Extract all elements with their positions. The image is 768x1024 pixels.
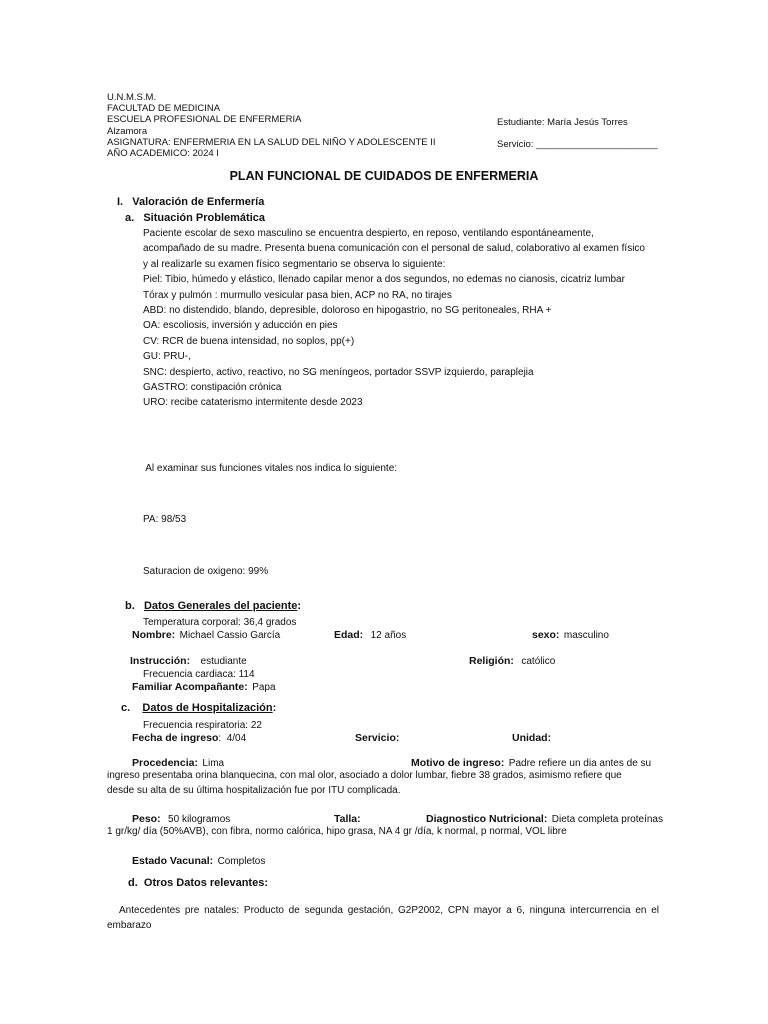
vitals-line: Al examinar sus funciones vitales nos indica lo siguiente: (143, 463, 398, 474)
situation-text (143, 226, 645, 411)
religion-value: católico (521, 656, 556, 667)
page-title: PLAN FUNCIONAL DE CUIDADOS DE ENFERMERIA (229, 169, 539, 183)
field-diagnostico (426, 809, 663, 827)
situation-line: ABD: no distendido, blando, depresible, doloroso en hipogastrio, no SG peritoneales, RHA + (143, 305, 552, 317)
diagnostico-continuation: 1 gr/kg/ día (50%AVB), con fibra, normo calórica, hipo grasa, NA 4 gr /día, k normal, p normal, VOL libre (107, 826, 567, 837)
instruccion-value: estudiante (200, 656, 247, 667)
servicio-label: Servicio: (355, 732, 400, 744)
fecha-value: : 4/04 (218, 733, 247, 744)
section-heading-hospitalizacion (121, 702, 276, 714)
familiar-label: Familiar Acompañante: (132, 681, 248, 693)
motivo-label: Motivo de ingreso: (411, 757, 505, 769)
vacunal-value: Completos (217, 856, 266, 867)
field-talla (334, 809, 361, 827)
sexo-value: masculino (563, 630, 609, 641)
field-familiar (132, 677, 276, 695)
field-instruccion (130, 651, 247, 669)
familiar-value: Papa (252, 682, 276, 693)
section-colon: : (272, 702, 277, 714)
edad-label: Edad: (334, 629, 364, 641)
peso-value: 50 kilogramos (168, 814, 231, 825)
motivo-value: Padre refiere un dia antes de su (508, 758, 652, 769)
motivo-line: ingreso presentaba orina blanquecina, con mal olor, asociado a dolor lumbar, fiebre 38 grados, asimismo refiere que (107, 770, 622, 781)
motivo-continuation (107, 768, 622, 799)
field-peso (132, 809, 230, 827)
situation-line: OA: escoliosis, inversión y aducción en pies (143, 320, 338, 332)
sexo-label: sexo: (532, 629, 560, 641)
field-nombre (132, 625, 280, 643)
field-servicio (355, 728, 399, 746)
header-line-year: AÑO ACADEMICO: 2024 I (107, 148, 219, 160)
section-letter: b. (125, 600, 135, 612)
subheading-situacion: a. Situación Problemática (125, 212, 265, 224)
religion-label: Religión: (469, 655, 514, 667)
field-edad (334, 625, 406, 643)
service-field: Servicio: _______________________ (497, 139, 658, 150)
field-sexo (532, 625, 609, 643)
unidad-label: Unidad: (512, 732, 552, 744)
procedencia-label: Procedencia: (132, 757, 198, 769)
section-title: Datos Generales del paciente (143, 600, 298, 612)
section-heading-otros-datos: d. Otros Datos relevantes: (128, 877, 268, 889)
vitals-line: Saturacion de oxigeno: 99% (143, 565, 269, 577)
edad-value: 12 años (370, 630, 407, 641)
situation-line: acompañado de su madre. Presenta buena comunicación con el personal de salud, colaborativo al examen físico (143, 243, 645, 255)
vitals-line: Frecuencia cardiaca: 114 (143, 668, 255, 680)
nombre-value: Michael Cassio García (179, 630, 281, 641)
peso-label: Peso: (132, 813, 161, 825)
header-line-campus: Alzamora (107, 125, 148, 137)
antecedentes-text: Antecedentes pre natales: Producto de segunda gestación, G2P2002, CPN mayor a 6, ninguna intercurrencia en el embarazo (107, 905, 659, 932)
situation-line: CV: RCR de buena intensidad, no soplos, pp(+) (143, 335, 355, 347)
vacunal-label: Estado Vacunal: (132, 855, 214, 867)
section-title: Datos de Hospitalización (142, 702, 273, 714)
situation-line: URO: recibe cataterismo intermitente desde 2023 (143, 397, 363, 409)
motivo-line: desde su alta de su última hospitalización fue por ITU complicada. (107, 785, 401, 797)
vitals-line: PA: 98/53 (143, 514, 187, 526)
header-line-university: U.N.M.S.M. (107, 92, 157, 103)
section-colon: : (297, 600, 302, 612)
talla-label: Talla: (334, 813, 361, 825)
institution-header (107, 92, 436, 159)
field-estado-vacunal (132, 851, 265, 869)
nombre-label: Nombre: (132, 629, 176, 641)
instruccion-label: Instrucción: (130, 655, 191, 667)
student-name: Estudiante: María Jesús Torres (497, 117, 628, 128)
field-unidad (512, 728, 551, 746)
situation-line: Tórax y pulmón : murmullo vesicular pasa bien, ACP no RA, no tirajes (143, 289, 452, 301)
vitals-line: Frecuencia respiratoria: 22 (143, 720, 262, 732)
section-heading-datos-generales (125, 600, 301, 612)
header-line-school: ESCUELA PROFESIONAL DE ENFERMERIA (107, 114, 302, 126)
situation-line: y al realizarle su examen físico segmentario se observa lo siguiente: (143, 258, 446, 270)
header-line-course: ASIGNATURA: ENFERMERIA EN LA SALUD DEL NIÑO Y ADOLESCENTE II (107, 136, 436, 148)
fecha-label: Fecha de ingreso (132, 732, 219, 744)
section-letter: c. (121, 702, 131, 714)
procedencia-value: Lima (202, 758, 225, 769)
diagnostico-label: Diagnostico Nutricional: (426, 813, 548, 825)
vitals-line: Temperatura corporal: 36,4 grados (143, 617, 297, 629)
section-heading-valoracion: I. Valoración de Enfermería (117, 196, 265, 208)
situation-line: GASTRO: constipación crónica (143, 382, 282, 394)
field-religion (469, 651, 555, 669)
situation-line: GU: PRU-, (143, 351, 191, 363)
situation-line: SNC: despierto, activo, reactivo, no SG meníngeos, portador SSVP izquierdo, paraplejia (143, 366, 534, 378)
situation-line: Paciente escolar de sexo masculino se encuentra despierto, en reposo, ventilando espontáneamente, (143, 228, 594, 239)
field-fecha-ingreso (132, 728, 246, 746)
header-line-faculty: FACULTAD DE MEDICINA (107, 103, 221, 115)
situation-line: Piel: Tibio, húmedo y elástico, llenado capilar menor a dos segundos, no edemas no cianosis, cicatriz lumbar (143, 274, 625, 286)
diagnostico-value: Dieta completa proteínas (551, 814, 663, 825)
